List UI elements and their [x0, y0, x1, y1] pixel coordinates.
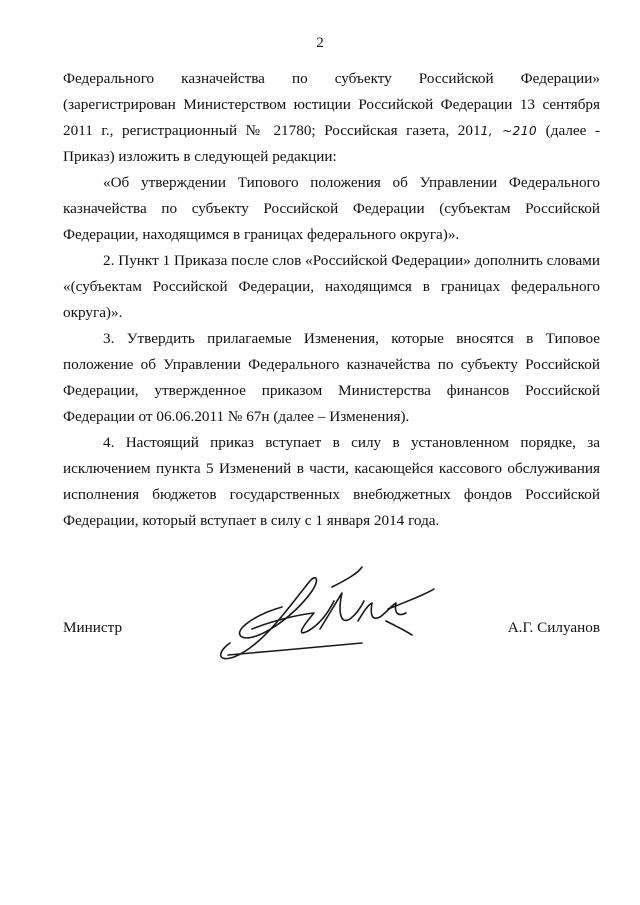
paragraph-1: [63, 66, 600, 170]
paragraph-3: 2. Пункт 1 Приказа после слов «Российской Федерации» дополнить словами «(субъектам Российской Федерации, находящимся в границах федерального округа)».: [63, 252, 600, 321]
signer-title: Министр: [63, 619, 123, 636]
page-number: 2: [316, 34, 324, 51]
paragraph-1-line-2: (зарегистрирован Министерством юстиции Российской Федерации 13 сентября: [63, 96, 600, 113]
document-body: [63, 66, 600, 534]
paragraph-4: 3. Утвердить прилагаемые Изменения, которые вносятся в Типовое положение об Управлении Федерального казначейства по субъекту Российской Федерации, утвержденное приказом Министерства финансов Российской Федерации от 06.06.2011 № 67н (далее – Изменения).: [63, 330, 600, 425]
paragraph-2: «Об утверждении Типового положения об Управлении Федерального казначейства по субъекту Российской Федерации (субъектам Российской Федерации, находящимся в границах федерального округа)».: [63, 174, 600, 243]
handwritten-insertion: 1, ~210: [480, 124, 538, 138]
paragraph-5: 4. Настоящий приказ вступает в силу в установленном порядке, за исключением пункта 5 Изменений в части, касающейся кассового обслуживания исполнения бюджетов государственных внебюджетных фондов Российской Федерации, который вступает в силу с 1 января 2014 года.: [63, 434, 600, 529]
abbreviation-note: (далее -: [545, 122, 601, 139]
signature-block: [63, 610, 600, 650]
signer-name: А.Г. Силуанов: [507, 619, 600, 636]
paragraph-1-line-4: Приказ) изложить в следующей редакции:: [63, 148, 337, 165]
publication-reference: 2011 г., регистрационный № 21780; Российская газета, 201: [63, 122, 481, 139]
paragraph-1-line-3: [63, 118, 600, 144]
paragraph-1-line-1: Федерального казначейства по субъекту Российской Федерации»: [63, 70, 600, 87]
